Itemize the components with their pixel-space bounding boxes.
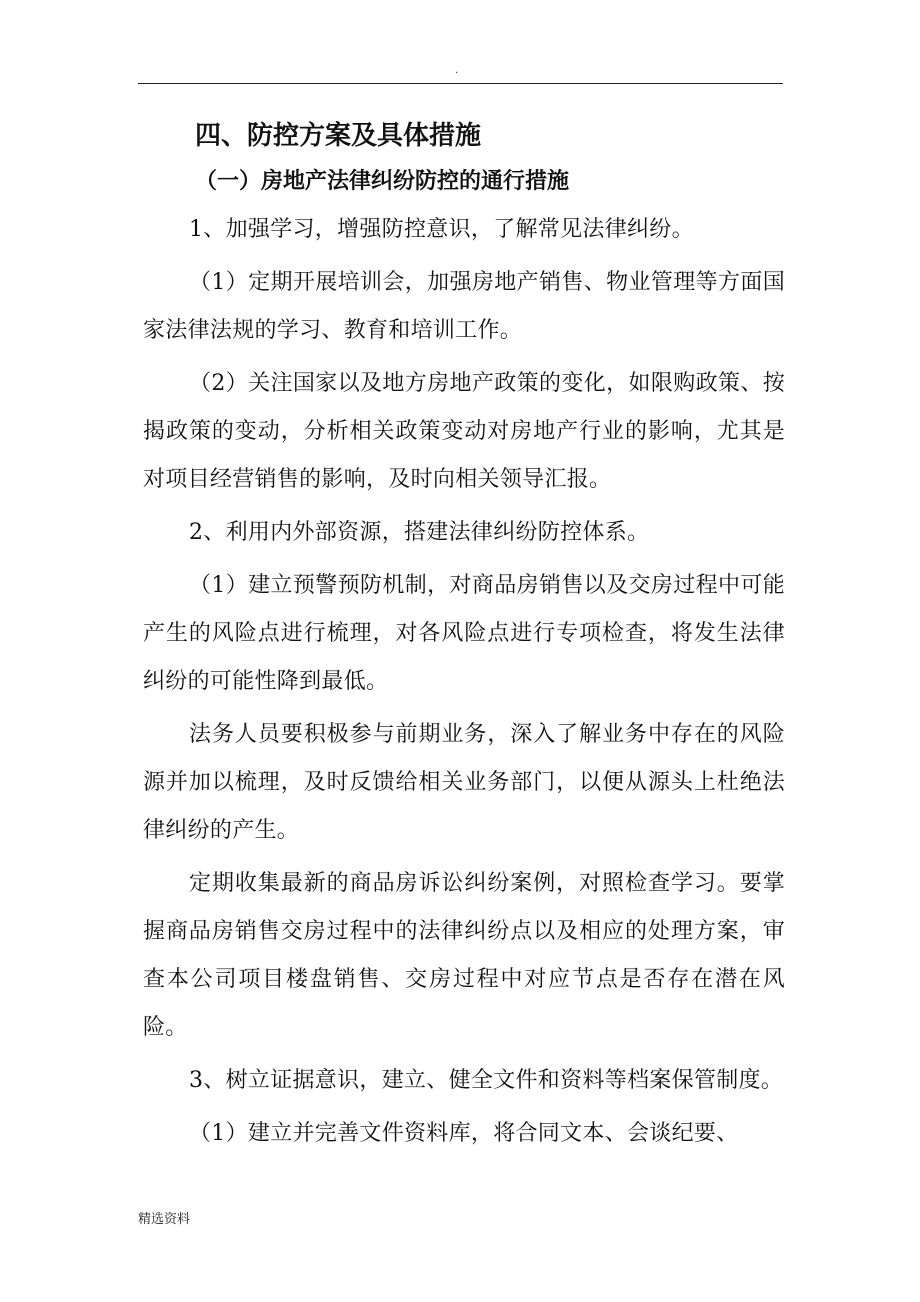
paragraph: 定期收集最新的商品房诉讼纠纷案例，对照检查学习。要掌握商品房销售交房过程中的法律纠纷点以及相应的处理方案，审查本公司项目楼盘销售、交房过程中对应节点是否存在潜在风险。 xyxy=(143,871,785,1040)
header-rule xyxy=(138,83,783,84)
document-body xyxy=(143,113,785,1163)
section-heading: 四、防控方案及具体措施 xyxy=(195,121,482,151)
paragraph: （1）建立并完善文件资料库，将合同文本、会谈纪要、 xyxy=(189,1121,739,1146)
paragraph: 2、利用内外部资源，搭建法律纠纷防控体系。 xyxy=(189,520,650,545)
paragraph: （1）定期开展培训会，加强房地产销售、物业管理等方面国家法律法规的学习、教育和培训工作。 xyxy=(143,270,785,343)
paragraph: （2）关注国家以及地方房地产政策的变化，如限购政策、按揭政策的变动，分析相关政策变动对房地产行业的影响，尤其是对项目经营销售的影响，及时向相关领导汇报。 xyxy=(143,371,785,492)
paragraph: 3、树立证据意识，建立、健全文件和资料等档案保管制度。 xyxy=(189,1068,784,1093)
paragraph: （1）建立预警预防机制，对商品房销售以及交房过程中可能产生的风险点进行梳理，对各风险点进行专项检查，将发生法律纠纷的可能性降到最低。 xyxy=(143,573,785,694)
header-mark: . xyxy=(455,65,459,76)
subsection-heading: （一）房地产法律纠纷防控的通行措施 xyxy=(195,168,570,194)
footer-label: 精选资料 xyxy=(138,1212,191,1227)
paragraph: 1、加强学习，增强防控意识，了解常见法律纠纷。 xyxy=(189,217,694,242)
paragraph: 法务人员要积极参与前期业务，深入了解业务中存在的风险源并加以梳理，及时反馈给相关业务部门，以便从源头上杜绝法律纠纷的产生。 xyxy=(143,722,785,843)
